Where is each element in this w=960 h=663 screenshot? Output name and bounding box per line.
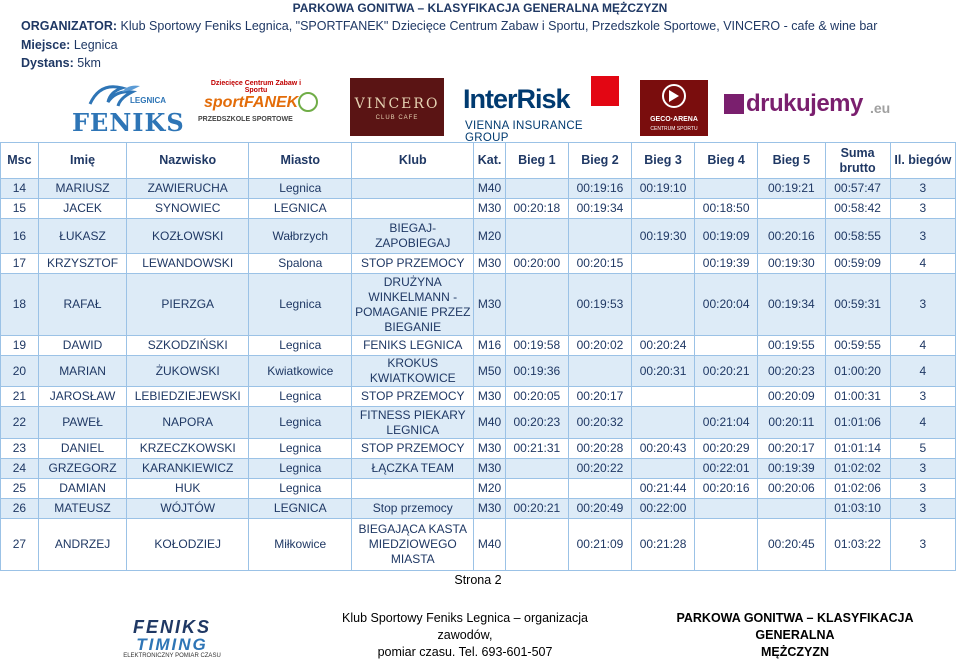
cell-run-2: 00:20:15 [568, 254, 631, 274]
cell-run-1: 00:21:31 [505, 439, 568, 459]
timing-top: FENIKS [132, 617, 211, 637]
cell-total: 01:02:02 [825, 459, 890, 479]
cell-run-5: 00:20:16 [758, 219, 825, 254]
cell-place: 15 [1, 199, 39, 219]
geco-arena-logo [640, 80, 708, 136]
sportfanek-bottom: PRZEDSZKOLE SPORTOWE [198, 116, 293, 123]
cell-runs-count: 4 [890, 356, 955, 387]
cell-last-name: LEWANDOWSKI [127, 254, 249, 274]
cell-run-2: 00:20:17 [568, 387, 631, 407]
cell-run-5: 00:20:09 [758, 387, 825, 407]
cell-first-name: DAWID [38, 336, 126, 356]
interrisk-name: InterRisk [463, 84, 570, 114]
cell-run-5: 00:19:21 [758, 179, 825, 199]
cell-total: 00:57:47 [825, 179, 890, 199]
cell-category: M30 [474, 387, 506, 407]
cell-run-3 [632, 387, 695, 407]
cell-first-name: RAFAŁ [38, 274, 126, 336]
cell-last-name: KOZŁOWSKI [127, 219, 249, 254]
distance-value: 5km [77, 56, 101, 70]
table-row [1, 179, 956, 199]
organizer-label: ORGANIZATOR: [21, 19, 118, 33]
interrisk-mark-icon [591, 76, 619, 106]
cell-place: 14 [1, 179, 39, 199]
table-row [1, 274, 956, 336]
cell-club [352, 199, 474, 219]
cell-category: M20 [474, 479, 506, 499]
cell-total: 01:00:31 [825, 387, 890, 407]
cell-last-name: PIERZGA [127, 274, 249, 336]
cell-run-4: 00:19:39 [695, 254, 758, 274]
cell-run-1: 00:20:21 [505, 499, 568, 519]
cell-run-4: 00:20:16 [695, 479, 758, 499]
cell-club: ŁĄCZKA TEAM [352, 459, 474, 479]
cell-first-name: MATEUSZ [38, 499, 126, 519]
cell-last-name: SYNOWIEC [127, 199, 249, 219]
cell-run-5: 00:19:39 [758, 459, 825, 479]
footer-organizer [320, 610, 610, 661]
feniks-logo [70, 78, 185, 138]
cell-place: 20 [1, 356, 39, 387]
cell-club: FENIKS LEGNICA [352, 336, 474, 356]
cell-run-4: 00:19:09 [695, 219, 758, 254]
cell-club: STOP PRZEMOCY [352, 439, 474, 459]
col-header: Suma brutto [825, 143, 890, 179]
feniks-city: LEGNICA [130, 96, 166, 105]
cell-run-2: 00:21:09 [568, 519, 631, 571]
cell-run-2: 00:19:34 [568, 199, 631, 219]
organizer-line [21, 18, 877, 34]
timing-sub: ELEKTRONICZNY POMIAR CZASU [123, 653, 221, 659]
cell-category: M50 [474, 356, 506, 387]
cell-city: Legnica [249, 179, 352, 199]
cell-first-name: GRZEGORZ [38, 459, 126, 479]
table-row [1, 336, 956, 356]
distance-label: Dystans: [21, 56, 74, 70]
cell-run-2: 00:20:22 [568, 459, 631, 479]
sportfanek-top: Dziecięce Centrum Zabaw i Sportu [210, 80, 302, 94]
cell-run-2: 00:20:28 [568, 439, 631, 459]
results-table [0, 142, 956, 571]
cell-run-5 [758, 199, 825, 219]
table-row [1, 254, 956, 274]
cell-runs-count: 4 [890, 407, 955, 439]
cell-run-3: 00:20:31 [632, 356, 695, 387]
col-header: Bieg 1 [505, 143, 568, 179]
cell-run-1 [505, 479, 568, 499]
page-title: PARKOWA GONITWA – KLASYFIKACJA GENERALNA MĘŻCZYZN [292, 1, 668, 15]
cell-run-4: 00:18:50 [695, 199, 758, 219]
cell-runs-count: 3 [890, 199, 955, 219]
cell-run-1: 00:20:18 [505, 199, 568, 219]
col-header: Bieg 4 [695, 143, 758, 179]
cell-run-2: 00:20:49 [568, 499, 631, 519]
cell-place: 24 [1, 459, 39, 479]
cell-category: M30 [474, 254, 506, 274]
cell-place: 19 [1, 336, 39, 356]
cell-run-5: 00:20:06 [758, 479, 825, 499]
cell-city: Legnica [249, 387, 352, 407]
cell-run-3: 00:20:24 [632, 336, 695, 356]
cell-club: BIEGAJĄCA KASTA MIEDZIOWEGO MIASTA [352, 519, 474, 571]
cell-city: Legnica [249, 274, 352, 336]
cell-last-name: ŻUKOWSKI [127, 356, 249, 387]
footer-title [640, 610, 950, 661]
cell-runs-count: 3 [890, 459, 955, 479]
cell-first-name: ANDRZEJ [38, 519, 126, 571]
cell-run-1: 00:20:23 [505, 407, 568, 439]
col-header: Klub [352, 143, 474, 179]
cell-city: LEGNICA [249, 499, 352, 519]
cell-place: 16 [1, 219, 39, 254]
cell-run-1: 00:19:58 [505, 336, 568, 356]
interrisk-sub: VIENNA INSURANCE GROUP [465, 120, 583, 144]
cell-run-1 [505, 179, 568, 199]
place-line [21, 37, 118, 53]
col-header: Nazwisko [127, 143, 249, 179]
cell-run-4: 00:20:29 [695, 439, 758, 459]
cell-run-2: 00:20:32 [568, 407, 631, 439]
cell-place: 26 [1, 499, 39, 519]
cell-total: 01:03:10 [825, 499, 890, 519]
table-row [1, 356, 956, 387]
cell-category: M30 [474, 459, 506, 479]
cell-category: M20 [474, 219, 506, 254]
cell-club: DRUŻYNA WINKELMANN - POMAGANIE PRZEZ BIEGANIE [352, 274, 474, 336]
cell-first-name: ŁUKASZ [38, 219, 126, 254]
cell-last-name: WÓJTÓW [127, 499, 249, 519]
cell-club: STOP PRZEMOCY [352, 254, 474, 274]
cell-run-3 [632, 274, 695, 336]
cell-club: FITNESS PIEKARY LEGNICA [352, 407, 474, 439]
distance-line [21, 55, 101, 71]
cell-run-1 [505, 219, 568, 254]
cell-category: M40 [474, 519, 506, 571]
cell-city: Legnica [249, 439, 352, 459]
cell-runs-count: 3 [890, 479, 955, 499]
cell-run-4: 00:22:01 [695, 459, 758, 479]
table-row [1, 219, 956, 254]
cell-last-name: HUK [127, 479, 249, 499]
cell-run-4 [695, 387, 758, 407]
cell-run-4: 00:20:21 [695, 356, 758, 387]
place-label: Miejsce: [21, 38, 71, 52]
cell-last-name: KRZECZKOWSKI [127, 439, 249, 459]
cell-run-3 [632, 199, 695, 219]
col-header: Il. biegów [890, 143, 955, 179]
col-header: Kat. [474, 143, 506, 179]
sportfanek-logo [188, 80, 328, 136]
cell-runs-count: 3 [890, 519, 955, 571]
footer-right-line1: PARKOWA GONITWA – KLASYFIKACJA GENERALNA [676, 611, 914, 642]
cell-city: Legnica [249, 407, 352, 439]
cell-run-1 [505, 459, 568, 479]
cell-run-5: 00:19:34 [758, 274, 825, 336]
cell-run-2: 00:20:02 [568, 336, 631, 356]
vincero-name: VINCERO [354, 96, 440, 112]
cell-run-3 [632, 459, 695, 479]
vincero-logo [350, 78, 444, 136]
cell-first-name: JAROSŁAW [38, 387, 126, 407]
printer-icon [724, 94, 744, 114]
cell-runs-count: 4 [890, 254, 955, 274]
drukujemy-name: drukujemy [746, 90, 863, 117]
tennis-ball-icon [298, 92, 318, 112]
cell-category: M30 [474, 499, 506, 519]
cell-run-3: 00:19:30 [632, 219, 695, 254]
cell-club [352, 179, 474, 199]
cell-run-2: 00:19:16 [568, 179, 631, 199]
cell-last-name: KOŁODZIEJ [127, 519, 249, 571]
cell-run-3: 00:21:28 [632, 519, 695, 571]
cell-total: 00:59:55 [825, 336, 890, 356]
cell-total: 01:01:06 [825, 407, 890, 439]
cell-run-4 [695, 336, 758, 356]
cell-run-4: 00:21:04 [695, 407, 758, 439]
cell-last-name: NAPORA [127, 407, 249, 439]
cell-runs-count: 3 [890, 219, 955, 254]
cell-first-name: JACEK [38, 199, 126, 219]
cell-run-5: 00:20:11 [758, 407, 825, 439]
cell-city: Legnica [249, 479, 352, 499]
cell-total: 00:58:42 [825, 199, 890, 219]
cell-club: KROKUS KWIATKOWICE [352, 356, 474, 387]
cell-category: M30 [474, 274, 506, 336]
footer-right-line2: MĘŻCZYZN [760, 645, 830, 659]
cell-run-2 [568, 479, 631, 499]
cell-runs-count: 3 [890, 387, 955, 407]
cell-city: Miłkowice [249, 519, 352, 571]
cell-run-4 [695, 179, 758, 199]
cell-total: 01:03:22 [825, 519, 890, 571]
cell-total: 00:59:09 [825, 254, 890, 274]
table-row [1, 499, 956, 519]
cell-last-name: SZKODZIŃSKI [127, 336, 249, 356]
interrisk-logo [463, 76, 628, 144]
cell-runs-count: 4 [890, 336, 955, 356]
cell-run-5: 00:20:23 [758, 356, 825, 387]
table-row [1, 519, 956, 571]
col-header: Bieg 2 [568, 143, 631, 179]
place-value: Legnica [73, 38, 118, 52]
feniks-timing-logo [88, 617, 256, 661]
cell-city: Wałbrzych [249, 219, 352, 254]
cell-run-3: 00:20:43 [632, 439, 695, 459]
sponsor-logos [0, 74, 960, 144]
cell-last-name: KARANKIEWICZ [127, 459, 249, 479]
col-header: Miasto [249, 143, 352, 179]
drukujemy-tld: .eu [870, 100, 891, 116]
cell-place: 23 [1, 439, 39, 459]
feniks-name: FENIKS [72, 108, 185, 137]
cell-first-name: DANIEL [38, 439, 126, 459]
cell-total: 00:59:31 [825, 274, 890, 336]
cell-runs-count: 3 [890, 179, 955, 199]
cell-run-5: 00:20:17 [758, 439, 825, 459]
cell-run-1 [505, 274, 568, 336]
cell-first-name: PAWEŁ [38, 407, 126, 439]
table-row [1, 199, 956, 219]
cell-run-2 [568, 356, 631, 387]
table-header-row [1, 143, 956, 179]
cell-place: 22 [1, 407, 39, 439]
cell-first-name: DAMIAN [38, 479, 126, 499]
cell-run-1 [505, 519, 568, 571]
cell-city: Spalona [249, 254, 352, 274]
cell-first-name: MARIUSZ [38, 179, 126, 199]
table-row [1, 387, 956, 407]
cell-category: M30 [474, 199, 506, 219]
cell-run-5: 00:20:45 [758, 519, 825, 571]
organizer-value: Klub Sportowy Feniks Legnica, "SPORTFANEK" Dziecięce Centrum Zabaw i Sportu, Przedszkole Sportowe, VINCERO - cafe & wine bar [120, 19, 878, 33]
cell-run-4: 00:20:04 [695, 274, 758, 336]
table-row [1, 479, 956, 499]
cell-run-4 [695, 499, 758, 519]
cell-club: BIEGAJ-ZAPOBIEGAJ [352, 219, 474, 254]
cell-category: M40 [474, 179, 506, 199]
cell-last-name: LEBIEDZIEJEWSKI [127, 387, 249, 407]
cell-runs-count: 3 [890, 274, 955, 336]
cell-category: M16 [474, 336, 506, 356]
geco-sub: CENTRUM SPORTU [650, 126, 698, 132]
cell-first-name: MARIAN [38, 356, 126, 387]
cell-city: LEGNICA [249, 199, 352, 219]
results-body [1, 179, 956, 571]
cell-run-3 [632, 407, 695, 439]
page-number: Strona 2 [454, 573, 502, 587]
vincero-sub: CLUB CAFE [375, 115, 419, 121]
cell-run-1: 00:20:00 [505, 254, 568, 274]
cell-run-3: 00:22:00 [632, 499, 695, 519]
table-row [1, 407, 956, 439]
cell-runs-count: 5 [890, 439, 955, 459]
cell-run-2: 00:19:53 [568, 274, 631, 336]
cell-total: 00:58:55 [825, 219, 890, 254]
col-header: Bieg 5 [758, 143, 825, 179]
drukujemy-logo [724, 88, 896, 124]
footer-left-line2: pomiar czasu. Tel. 693-601-507 [377, 645, 553, 659]
cell-club [352, 479, 474, 499]
cell-first-name: KRZYSZTOF [38, 254, 126, 274]
cell-runs-count: 3 [890, 499, 955, 519]
table-row [1, 459, 956, 479]
table-row [1, 439, 956, 459]
col-header: Imię [38, 143, 126, 179]
cell-last-name: ZAWIERUCHA [127, 179, 249, 199]
cell-run-1: 00:19:36 [505, 356, 568, 387]
cell-place: 17 [1, 254, 39, 274]
cell-run-1: 00:20:05 [505, 387, 568, 407]
sportfanek-name: sportFANEK [204, 94, 299, 111]
cell-category: M40 [474, 407, 506, 439]
cell-run-5: 00:19:30 [758, 254, 825, 274]
cell-total: 01:01:14 [825, 439, 890, 459]
col-header: Msc [1, 143, 39, 179]
cell-run-5 [758, 499, 825, 519]
cell-total: 01:00:20 [825, 356, 890, 387]
cell-run-3: 00:19:10 [632, 179, 695, 199]
cell-club: Stop przemocy [352, 499, 474, 519]
cell-run-3 [632, 254, 695, 274]
cell-place: 18 [1, 274, 39, 336]
cell-category: M30 [474, 439, 506, 459]
cell-city: Legnica [249, 459, 352, 479]
col-header: Bieg 3 [632, 143, 695, 179]
cell-city: Kwiatkowice [249, 356, 352, 387]
footer-left-line1: Klub Sportowy Feniks Legnica – organizacja zawodów, [342, 611, 588, 642]
cell-total: 01:02:06 [825, 479, 890, 499]
cell-club: STOP PRZEMOCY [352, 387, 474, 407]
cell-city: Legnica [249, 336, 352, 356]
cell-run-2 [568, 219, 631, 254]
cell-run-4 [695, 519, 758, 571]
timing-bottom: TIMING [136, 635, 208, 654]
cell-place: 25 [1, 479, 39, 499]
cell-run-5: 00:19:55 [758, 336, 825, 356]
cell-place: 27 [1, 519, 39, 571]
cell-run-3: 00:21:44 [632, 479, 695, 499]
geco-name: GECO·ARENA [650, 116, 698, 123]
cell-place: 21 [1, 387, 39, 407]
